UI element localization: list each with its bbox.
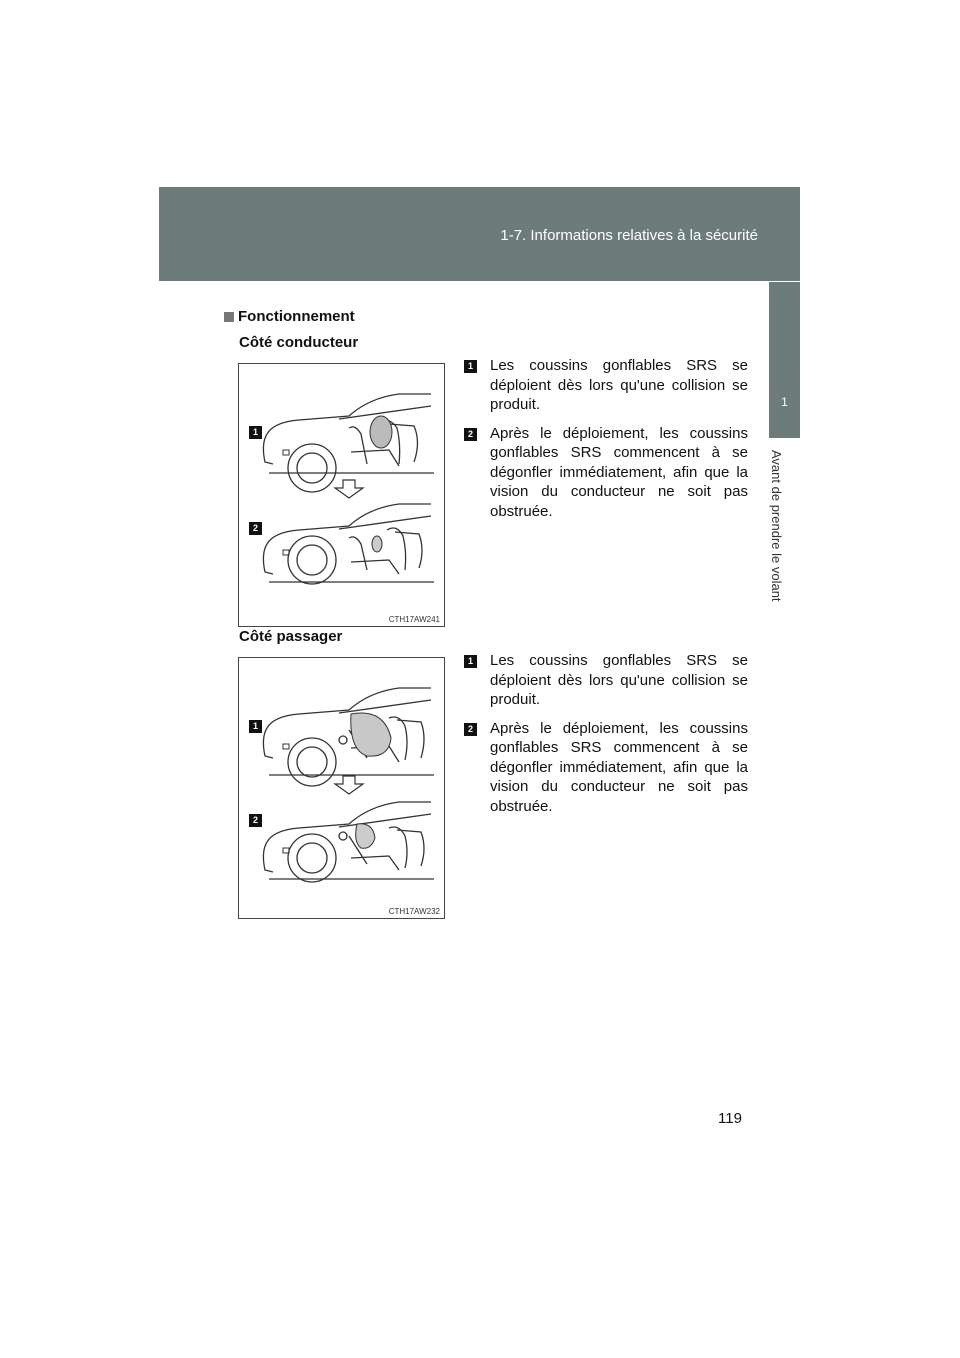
passenger-airbag-figure	[238, 657, 445, 919]
step-item	[464, 651, 748, 710]
driver-steps	[464, 356, 748, 530]
section-title-text: Fonctionnement	[238, 308, 355, 325]
chapter-tab-number: 1	[781, 395, 788, 409]
step-number-badge: 1	[464, 655, 477, 668]
driver-side-title: Côté conducteur	[239, 334, 359, 351]
step-number-badge: 1	[464, 360, 477, 373]
figure-step-2-badge: 2	[249, 814, 262, 827]
step-text: Après le déploiement, les coussins gonflables SRS commencent à se dégonfler immédiatement, afin que la vision du conducteur ne soit pas obstruée.	[490, 424, 748, 520]
step-text: Les coussins gonflables SRS se déploient dès lors qu'une collision se produit.	[490, 357, 748, 413]
page-number: 119	[718, 1110, 742, 1127]
passenger-side-title: Côté passager	[239, 628, 343, 645]
chapter-side-label	[769, 450, 804, 620]
chapter-title: 1-7. Informations relatives à la sécurité	[500, 227, 758, 244]
section-title	[224, 308, 355, 325]
driver-airbag-illustration	[239, 364, 444, 626]
figure-step-1-badge: 1	[249, 720, 262, 733]
step-number-badge: 2	[464, 428, 477, 441]
chapter-tab	[769, 282, 800, 438]
chapter-side-label-text: Avant de prendre le volant	[769, 450, 784, 602]
figure-code: CTH17AW241	[388, 615, 440, 624]
figure-step-2-badge: 2	[249, 522, 262, 535]
step-item	[464, 719, 748, 817]
step-text: Les coussins gonflables SRS se déploient dès lors qu'une collision se produit.	[490, 652, 748, 708]
step-item	[464, 356, 748, 415]
figure-code: CTH17AW232	[388, 907, 440, 916]
step-item	[464, 424, 748, 522]
passenger-airbag-illustration	[239, 658, 444, 918]
driver-airbag-figure	[238, 363, 445, 627]
step-number-badge: 2	[464, 723, 477, 736]
header-band	[159, 187, 800, 281]
section-square-icon	[224, 312, 234, 322]
passenger-steps	[464, 651, 748, 825]
step-text: Après le déploiement, les coussins gonflables SRS commencent à se dégonfler immédiatement, afin que la vision du conducteur ne soit pas obstruée.	[490, 719, 748, 815]
figure-step-1-badge: 1	[249, 426, 262, 439]
